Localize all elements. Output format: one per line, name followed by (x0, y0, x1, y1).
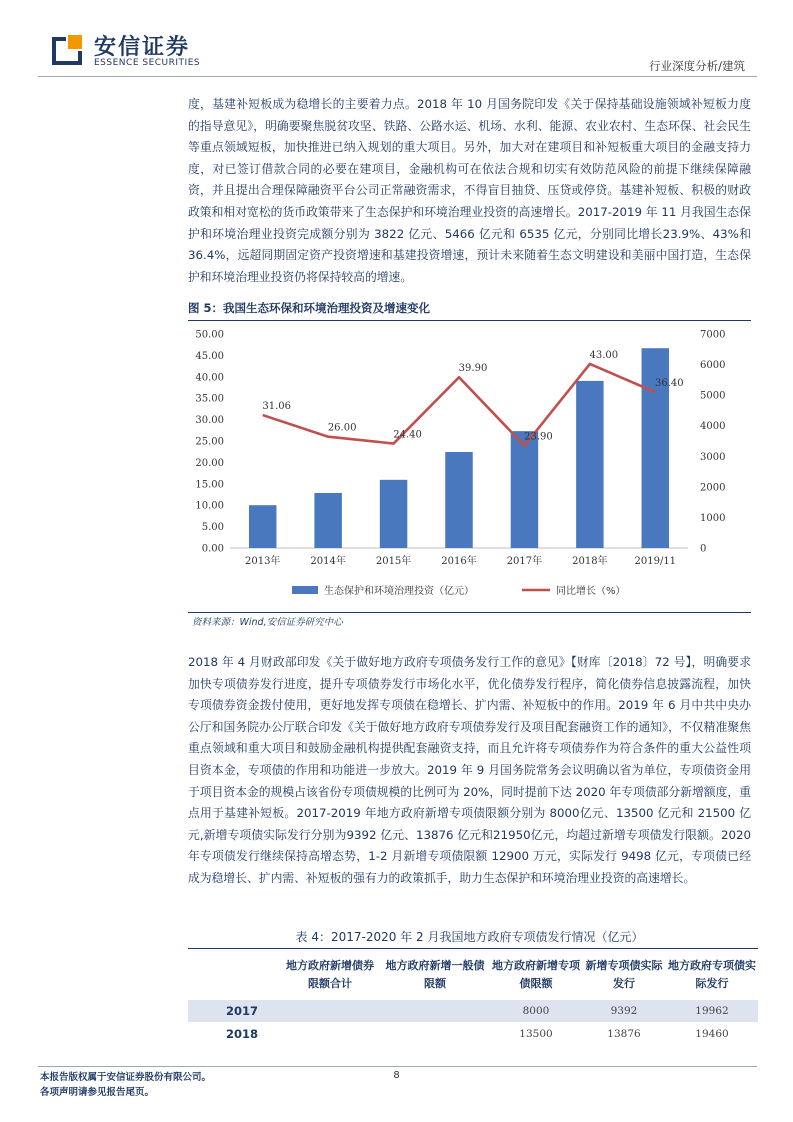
table-row (188, 1023, 758, 1046)
growth-data-label: 23.90 (524, 431, 553, 443)
brand-name-cn: 安信证券 (94, 35, 191, 60)
left-axis-tick-label: 45.00 (195, 350, 224, 362)
x-axis-tick-label: 2016年 (441, 556, 477, 567)
right-axis-tick-label: 4000 (700, 421, 726, 433)
table-cell (280, 1000, 380, 1023)
body-paragraph-1: 度，基建补短板成为稳增长的主要着力点。2018 年 10 月国务院印发《关于保持基础设施领域补短板力度的指导意见》，明确要聚焦脱贫攻坚、铁路、公路水运、机场、水利、能源、农业农村、生态环保、社会民生等重点领域短板，加快推进已纳入规划的重大项目。另外，加大对在建项目和补短板重大项目的金融支持力度，对已签订借款合同的必要在建项目，金融机构可在依法合规和切实有效防范风险的前提下继续保障融资，并且提出合理保障融资平台公司正常融资需求，不得盲目抽贷、压贷或停贷。基建补短板、积极的财政政策和相对宽松的货币政策带来了生态保护和环境治理业投资的高速增长。2017-2019 年 11 月我国生态保护和环境治理业投资完成额分别为 3822 亿元、5466 亿元和 6535 亿元，分别同比增长23.9%、43%和 36.4%，远超同期固定资产投资增速和基建投资增速，预计未来随着生态文明建设和美丽中国打造，生态保护和环境治理业投资仍将保持较高的增速。 (188, 97, 751, 284)
footer-note: 各项声明请参见报告尾页。 (40, 1087, 155, 1098)
report-category: 行业深度分析/建筑 (649, 59, 745, 73)
footer-copyright: 本报告版权属于安信证券股份有限公司。 (40, 1072, 212, 1083)
growth-data-label: 26.00 (327, 422, 357, 434)
brand-logo (38, 28, 201, 72)
bar-investment-1 (314, 493, 341, 548)
x-axis-tick-label: 2018年 (572, 556, 608, 567)
figure-top-rule (188, 320, 751, 321)
special-bond-table (188, 951, 758, 1045)
x-axis-tick-label: 2017年 (506, 556, 543, 567)
table-header-row (188, 951, 758, 1000)
bar-investment-4 (511, 431, 538, 548)
left-axis-tick-label: 35.00 (195, 393, 224, 405)
table-cell (380, 1000, 490, 1023)
header-divider (38, 76, 757, 77)
growth-data-label: 36.40 (654, 378, 684, 390)
footer-divider (38, 1066, 757, 1067)
table-title: 表 4：2017-2020 年 2 月我国地方政府专项债发行情况（亿元） (295, 930, 644, 944)
body-paragraph-2: 2018 年 4 月财政部印发《关于做好地方政府专项债务发行工作的意见》【财库〔2018〕72 号】，明确要求加快专项债券发行进度，提升专项债券发行市场化水平，优化债券发行程序，简化债券信息披露流程，加快专项债券资金拨付使用，更好地发挥专项债在稳增长、扩内需、补短板中的作用。2019 年 6 月中共中央办公厅和国务院办公厅联合印发《关于做好地方政府专项债券发行及项目配套融资工作的通知》，不仅精准聚焦重点领域和重大项目和鼓励金融机构提供配套融资支持，而且允许将专项债券作为符合条件的重大公益性项目资本金，专项债的作用和功能进一步放大。2019 年 9 月国务院常务会议明确以省为单位，专项债资金用于项目资本金的规模占该省份专项债规模的比例可为 20%，同时提前下达 2020 年专项债部分新增额度，重点用于基建补短板。2017-2019 年地方政府新增专项债限额分别为 8000亿元、13500 亿元和 21500 亿元,新增专项债实际发行分别为9392 亿元、13876 亿元和21950亿元，均超过新增专项债发行限额。2020 年专项债发行继续保持高增态势，1-2 月新增专项债限额 12900 万元，实际发行 9498 亿元，专项债已经成为稳增长、扩内需、补短板的强有力的政策抓手，助力生态保护和环境治理业投资的高速增长。 (188, 655, 751, 885)
left-axis-tick-label: 25.00 (195, 436, 224, 448)
right-axis-tick-label: 1000 (700, 512, 726, 524)
bar-investment-3 (445, 452, 472, 548)
table-cell: 13500 (490, 1023, 582, 1046)
left-axis-tick-label: 40.00 (195, 372, 224, 384)
table-cell: 19460 (666, 1023, 758, 1046)
growth-data-label: 31.06 (262, 401, 292, 413)
table-cell: 13876 (582, 1023, 666, 1046)
right-axis-tick-label: 7000 (700, 329, 726, 341)
table-cell: 8000 (490, 1000, 582, 1023)
left-axis-tick-label: 0.00 (201, 543, 224, 555)
growth-data-label: 43.00 (589, 349, 619, 361)
right-axis-tick-label: 0 (700, 543, 707, 555)
bar-investment-0 (249, 505, 276, 548)
right-axis-tick-label: 5000 (700, 390, 726, 402)
x-axis-tick-label: 2014年 (310, 556, 346, 567)
table-row (188, 1000, 758, 1023)
essence-logo-icon (48, 31, 86, 69)
table-header-cell: 地方政府新增专项债限额 (492, 959, 580, 990)
right-axis-tick-label: 6000 (700, 360, 726, 372)
legend-label-investment: 生态保护和环境治理投资（亿元） (324, 586, 474, 597)
legend-label-growth: 同比增长（%） (556, 586, 626, 597)
table-header-cell: 地方政府新增债券限额合计 (286, 959, 374, 990)
growth-data-label: 24.40 (393, 429, 422, 441)
left-axis-tick-label: 30.00 (195, 415, 224, 427)
investment-growth-chart (188, 322, 751, 612)
left-axis-tick-label: 50.00 (195, 329, 224, 341)
bar-investment-2 (380, 480, 407, 548)
table-header-cell: 新增专项债实际发行 (585, 959, 663, 990)
table-cell-year: 2017 (188, 1000, 280, 1023)
table-cell (280, 1023, 380, 1046)
x-axis-tick-label: 2019/11 (634, 556, 677, 567)
page-number: 8 (393, 1070, 400, 1081)
table-cell: 19962 (666, 1000, 758, 1023)
x-axis-tick-label: 2013年 (244, 556, 281, 567)
bar-investment-5 (576, 381, 603, 548)
brand-name-en: ESSENCE SECURITIES (94, 58, 201, 68)
table-cell (380, 1023, 490, 1046)
x-axis-tick-label: 2015年 (375, 556, 412, 567)
left-axis-tick-label: 5.00 (201, 522, 224, 534)
left-axis-tick-label: 15.00 (195, 479, 224, 491)
growth-data-label: 39.90 (458, 363, 488, 375)
figure-title: 图 5：我国生态环保和环境治理投资及增速变化 (188, 301, 431, 315)
table-top-rule (188, 948, 758, 949)
table-header-cell: 地方政府专项债实际发行 (668, 959, 756, 990)
right-axis-tick-label: 2000 (700, 482, 726, 494)
figure-bottom-rule (188, 612, 751, 613)
legend-swatch-investment (292, 586, 318, 594)
table-header-cell: 地方政府新增一般债限额 (385, 959, 485, 990)
table-header-cell (188, 951, 280, 1000)
left-axis-tick-label: 20.00 (195, 457, 224, 469)
table-cell-year: 2018 (188, 1023, 280, 1046)
table-cell: 9392 (582, 1000, 666, 1023)
left-axis-tick-label: 10.00 (195, 500, 224, 512)
right-axis-tick-label: 3000 (700, 451, 726, 463)
figure-source: 资料来源：Wind,安信证券研究中心 (192, 617, 343, 628)
